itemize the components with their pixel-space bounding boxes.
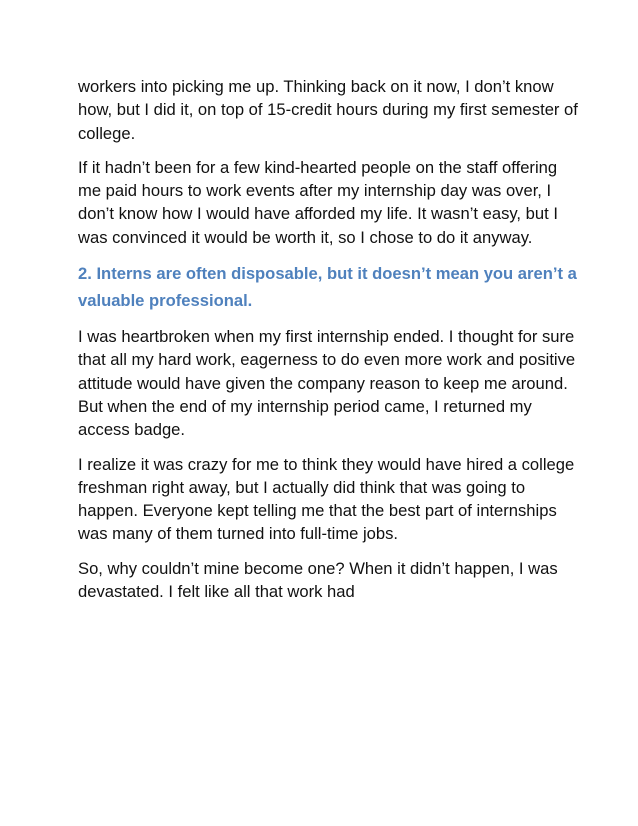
paragraph-1: workers into picking me up. Thinking back on it now, I don’t know how, but I did it, on top of 15-credit hours during my first semester of college. [78, 77, 578, 143]
paragraph-4: I realize it was crazy for me to think they would have hired a college freshman right away, but I actually did think that was going to happen. Everyone kept telling me that the best part of internships was many of them turned into full-time jobs. [78, 454, 575, 544]
paragraph-3: I was heartbroken when my first internship ended. I thought for sure that all my hard work, eagerness to do even more work and positive attitude would have given the company reason to keep me around. But when the end of my internship period came, I returned my access badge. [78, 327, 576, 440]
document-page [78, 75, 578, 614]
section-heading: 2. Interns are often disposable, but it doesn’t mean you aren’t a valuable professional. [78, 264, 577, 311]
paragraph-2: If it hadn’t been for a few kind-hearted people on the staff offering me paid hours to work events after my internship day was over, I don’t know how I would have afforded my life. It wasn’t easy, but I was convinced it would be worth it, so I chose to do it anyway. [78, 157, 558, 247]
paragraph-5: So, why couldn’t mine become one? When it didn’t happen, I was devastated. I felt like all that work had [78, 558, 558, 602]
